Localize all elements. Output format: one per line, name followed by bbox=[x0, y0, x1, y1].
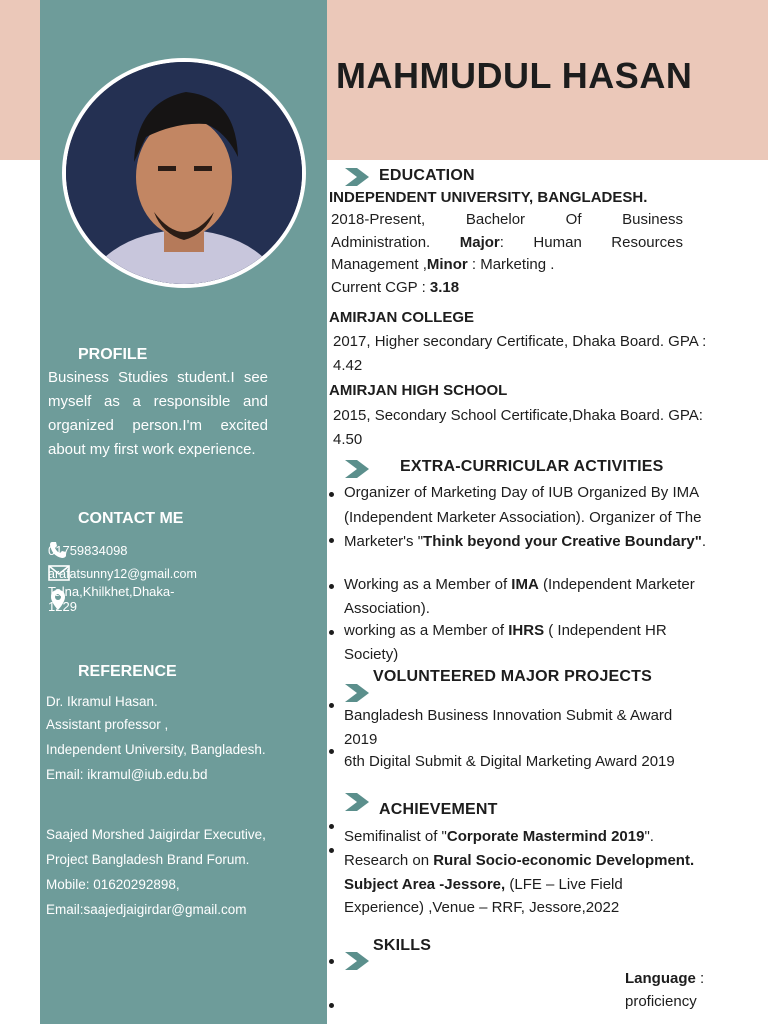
arrow-icon bbox=[345, 460, 369, 478]
text-line: Organizer of Marketing Day of IUB Organized By IMA bbox=[344, 484, 700, 501]
major-label: Major bbox=[459, 233, 500, 251]
text-segment: : Marketing . bbox=[467, 256, 555, 273]
reference-email[interactable]: Email:saajedjaigirdar@gmail.com bbox=[46, 902, 247, 917]
bullet bbox=[329, 749, 334, 754]
arrow-icon bbox=[345, 952, 369, 970]
language-proficiency: proficiency bbox=[625, 993, 697, 1010]
cgp-value: 3.18 bbox=[429, 278, 460, 296]
text-segment: (LFE – Live Field bbox=[505, 875, 623, 893]
text-segment: ( Independent HR bbox=[544, 622, 667, 639]
text-segment: ". bbox=[644, 828, 654, 845]
arrow-icon bbox=[345, 793, 369, 811]
reference-line: Mobile: 01620292898, bbox=[46, 877, 180, 892]
education-iub-cgp bbox=[331, 277, 683, 300]
text-line: (Independent Marketer Association). Organizer of The bbox=[344, 508, 702, 526]
contact-phone[interactable]: 01759834098 bbox=[48, 542, 128, 558]
text-segment: working as a Member of bbox=[344, 622, 509, 639]
education-school-title: AMIRJAN HIGH SCHOOL bbox=[329, 382, 508, 399]
avatar bbox=[62, 58, 306, 288]
text-segment: : Human Resources bbox=[499, 233, 683, 251]
reference-line: Dr. Ikramul Hasan. bbox=[46, 694, 158, 709]
text-line: Experience) ,Venue – RRF, Jessore,2022 bbox=[344, 899, 620, 916]
contact-email[interactable]: arafatsunny12@gmail.com bbox=[48, 567, 197, 581]
education-iub-major bbox=[331, 232, 683, 255]
education-iub-line bbox=[331, 209, 683, 299]
bullet bbox=[329, 492, 334, 497]
volunteer-heading: VOLUNTEERED MAJOR PROJECTS bbox=[373, 668, 653, 685]
text-line: Association). bbox=[344, 599, 430, 617]
text-segment: Marketer's " bbox=[344, 533, 424, 550]
extracurricular-item bbox=[344, 619, 724, 666]
reference-email[interactable]: Email: ikramul@iub.edu.bd bbox=[46, 767, 208, 782]
text-bold: Subject Area -Jessore, bbox=[344, 875, 506, 893]
text-segment: Administration. bbox=[331, 233, 431, 251]
volunteer-item bbox=[344, 704, 724, 751]
extracurricular-item bbox=[344, 481, 724, 554]
education-school-gpa: 4.50 bbox=[333, 431, 363, 448]
profile-text: Business Studies student.I see myself as a responsible and organized person.I'm excited about my first work experience. bbox=[48, 369, 268, 458]
reference-line: Assistant professor , bbox=[46, 717, 169, 732]
education-college-gpa: 4.42 bbox=[333, 357, 363, 374]
achievement-item bbox=[344, 849, 724, 920]
education-iub-degree: 2018-Present, Bachelor Of Business bbox=[331, 211, 683, 228]
text-segment: Management , bbox=[331, 256, 427, 273]
bullet bbox=[329, 824, 334, 829]
bullet bbox=[329, 1003, 334, 1008]
text-line bbox=[344, 573, 724, 597]
text-bold: Language bbox=[625, 970, 696, 987]
reference-line: Saajed Morshed Jaigirdar Executive, bbox=[46, 827, 266, 842]
text-line: Bangladesh Business Innovation Submit & Award bbox=[344, 707, 673, 724]
bullet bbox=[329, 630, 334, 635]
cgp-label: Current CGP : bbox=[331, 278, 430, 296]
text-segment: Semifinalist of " bbox=[344, 828, 447, 845]
language-label bbox=[625, 970, 704, 987]
reference-line: Independent University, Bangladesh. bbox=[46, 742, 266, 757]
text-segment: Research on bbox=[344, 852, 434, 869]
education-college-line: 2017, Higher secondary Certificate, Dhaka Board. GPA : bbox=[333, 333, 707, 350]
text-line bbox=[344, 530, 724, 554]
education-school-line: 2015, Secondary School Certificate,Dhaka Board. GPA: bbox=[333, 407, 703, 424]
text-segment: : bbox=[695, 970, 705, 987]
text-bold: IMA bbox=[511, 576, 539, 593]
text-bold: Think beyond your Creative Boundary" bbox=[423, 533, 702, 550]
text-segment: Working as a Member of bbox=[344, 576, 512, 593]
candidate-name: MAHMUDUL HASAN bbox=[336, 55, 693, 96]
bullet bbox=[329, 703, 334, 708]
education-heading: EDUCATION bbox=[379, 167, 475, 184]
contact-phone-row bbox=[48, 540, 128, 560]
text-bold: IHRS bbox=[508, 622, 545, 639]
extracurricular-heading: EXTRA-CURRICULAR ACTIVITIES bbox=[400, 458, 664, 475]
text-line bbox=[344, 873, 724, 897]
education-iub-title: INDEPENDENT UNIVERSITY, BANGLADESH. bbox=[329, 189, 648, 206]
text-segment: . bbox=[701, 533, 707, 550]
skills-heading: SKILLS bbox=[373, 937, 432, 954]
text-line bbox=[344, 619, 724, 643]
contact-heading: CONTACT ME bbox=[78, 510, 184, 527]
bullet bbox=[329, 848, 334, 853]
contact-address: Talna,Khilkhet,Dhaka-1229 bbox=[48, 584, 175, 614]
text-line bbox=[344, 849, 724, 873]
text-bold: Rural Socio-economic Development. bbox=[433, 852, 695, 869]
arrow-icon bbox=[345, 168, 369, 186]
reference-heading: REFERENCE bbox=[78, 663, 177, 680]
bullet bbox=[329, 959, 334, 964]
text-line: Society) bbox=[344, 645, 399, 663]
reference-line: Project Bangladesh Brand Forum. bbox=[46, 852, 250, 867]
achievement-heading: ACHIEVEMENT bbox=[379, 801, 498, 818]
profile-photo bbox=[66, 62, 302, 284]
text-bold: Corporate Mastermind 2019 bbox=[446, 828, 645, 845]
bullet bbox=[329, 584, 334, 589]
arrow-icon bbox=[345, 684, 369, 702]
bullet bbox=[329, 538, 334, 543]
minor-label: Minor bbox=[426, 256, 468, 273]
achievement-item bbox=[344, 825, 724, 849]
profile-heading: PROFILE bbox=[78, 346, 148, 363]
volunteer-item: 6th Digital Submit & Digital Marketing Award 2019 bbox=[344, 753, 675, 770]
extracurricular-item bbox=[344, 573, 724, 620]
text-segment: (Independent Marketer bbox=[538, 576, 695, 593]
education-college-title: AMIRJAN COLLEGE bbox=[329, 309, 475, 326]
education-iub-minor bbox=[331, 254, 683, 277]
contact-address-row bbox=[48, 584, 175, 614]
contact-email-row bbox=[48, 564, 197, 584]
text-line: 2019 bbox=[344, 730, 378, 748]
